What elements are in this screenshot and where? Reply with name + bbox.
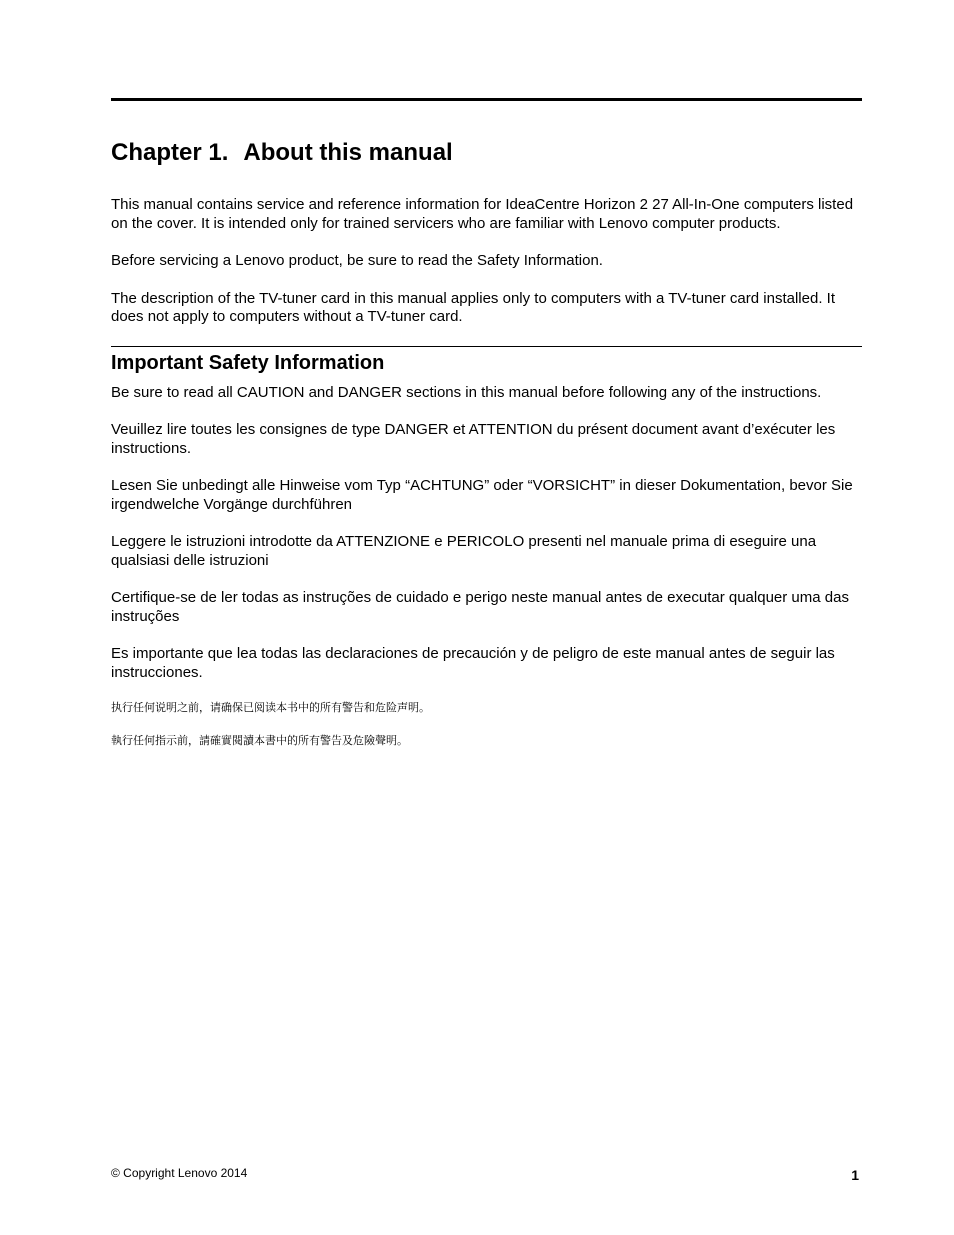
safety-paragraph-chinese-simplified: 执行任何说明之前，请确保已阅读本书中的所有警告和危险声明。	[111, 701, 430, 714]
intro-paragraph: Before servicing a Lenovo product, be sure to read the Safety Information.	[111, 252, 603, 269]
safety-heading: Important Safety Information	[111, 351, 385, 374]
intro-section	[111, 196, 862, 327]
chapter-title-text: About this manual	[243, 139, 453, 166]
chapter-title	[111, 139, 862, 167]
intro-paragraph: This manual contains service and reference information for IdeaCentre Horizon 2 27 All-In-One computers listed on the cover. It is intended only for trained servicers who are familiar with Lenovo computer products.	[111, 196, 854, 232]
safety-paragraph-french: Veuillez lire toutes les consignes de type DANGER et ATTENTION du présent document avant d’exécuter les instructions.	[111, 421, 836, 457]
safety-paragraph-english: Be sure to read all CAUTION and DANGER sections in this manual before following any of the instructions.	[111, 383, 822, 401]
page-content	[111, 98, 862, 748]
safety-section	[111, 384, 862, 749]
safety-paragraph-german: Lesen Sie unbedingt alle Hinweise vom Typ “ACHTUNG” oder “VORSICHT” in dieser Dokumentation, bevor Sie irgendwelche Vorgänge durchführen	[111, 477, 853, 513]
footer-copyright: © Copyright Lenovo 2014	[111, 1166, 248, 1180]
safety-paragraph-chinese-traditional: 執行任何指示前，請確實閱讀本書中的所有警告及危險聲明。	[111, 734, 408, 747]
section-divider	[111, 346, 862, 347]
safety-paragraph-portuguese: Certifique-se de ler todas as instruções de cuidado e perigo neste manual antes de executar qualquer uma das instruções	[111, 589, 849, 625]
safety-paragraph-italian: Leggere le istruzioni introdotte da ATTENZIONE e PERICOLO presenti nel manuale prima di eseguire una qualsiasi delle istruzioni	[111, 533, 817, 569]
chapter-top-rule	[111, 98, 862, 101]
intro-paragraph: The description of the TV-tuner card in this manual applies only to computers with a TV-tuner card installed. It does not apply to computers without a TV-tuner card.	[111, 289, 835, 325]
chapter-number: Chapter 1.	[111, 139, 229, 166]
safety-paragraph-spanish: Es importante que lea todas las declaraciones de precaución y de peligro de este manual antes de seguir las instrucciones.	[111, 645, 835, 681]
page-number: 1	[851, 1167, 859, 1183]
